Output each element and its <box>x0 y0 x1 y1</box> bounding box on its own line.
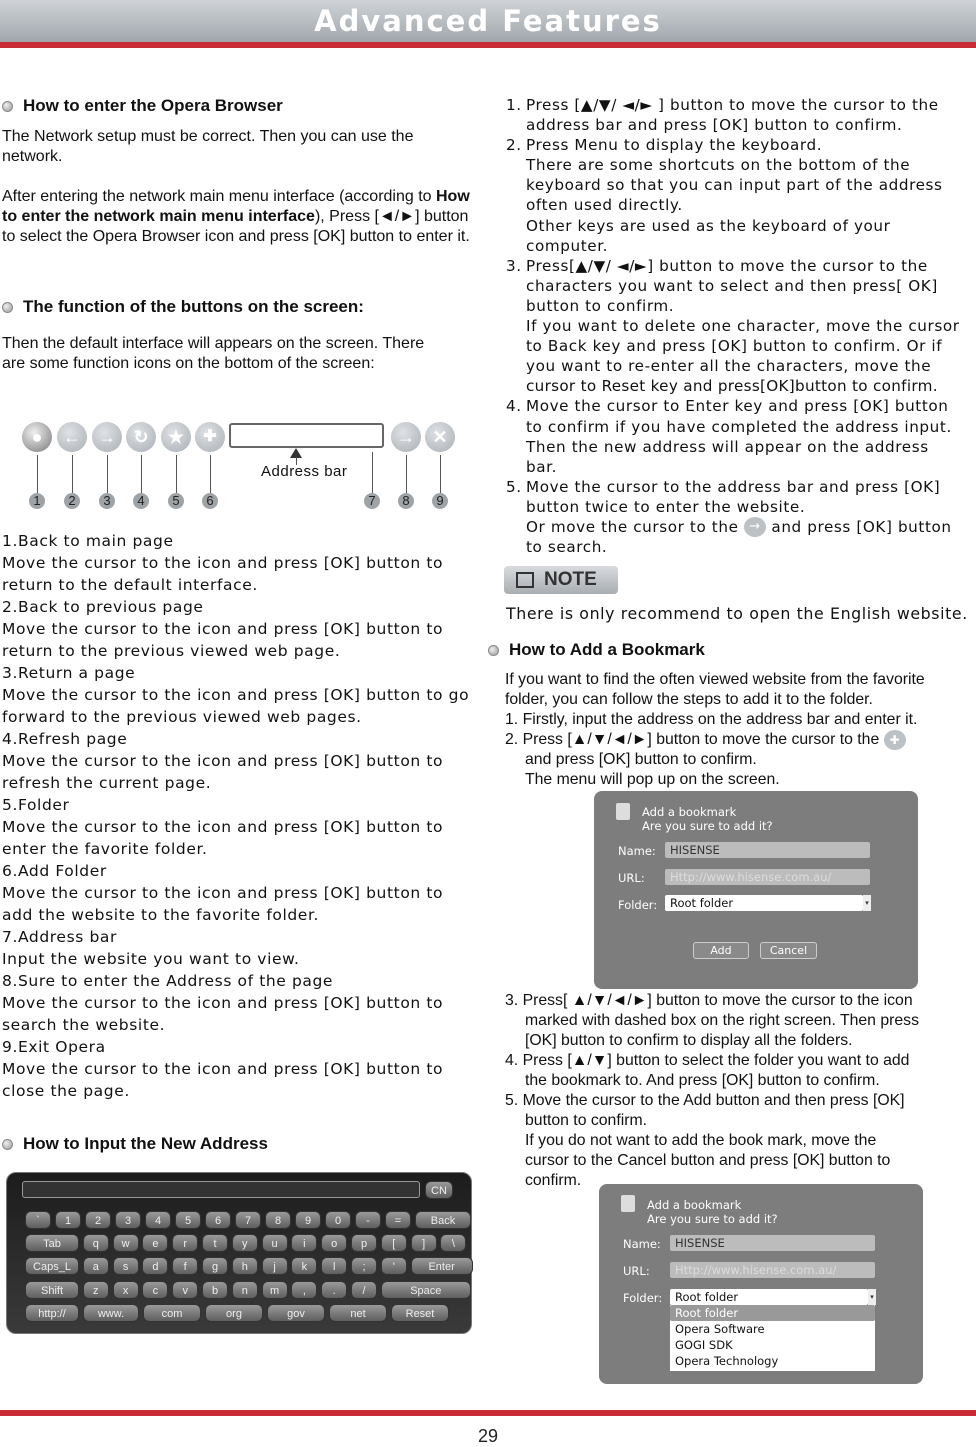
line: Other keys are used as the keyboard of your <box>526 216 891 235</box>
address-bar-label: Address bar <box>261 463 348 480</box>
step <box>506 135 976 256</box>
paragraph <box>2 187 472 247</box>
leader-line <box>141 455 142 493</box>
key[interactable]: m <box>262 1281 288 1299</box>
home-globe-icon: ● <box>22 422 52 452</box>
key[interactable]: \ <box>440 1234 466 1252</box>
key[interactable]: Shift <box>25 1281 79 1299</box>
leader-line <box>37 455 38 493</box>
line: Press Menu to display the keyboard. <box>526 136 823 155</box>
dialog-title: Add a bookmark <box>647 1198 742 1212</box>
key[interactable]: Caps_L <box>25 1257 79 1275</box>
folder-label: Folder: <box>623 1291 663 1305</box>
line: cursor to the Cancel button and press [OK] button to <box>525 1152 891 1169</box>
line: address bar and press [OK] button to confirm. <box>526 116 903 135</box>
list-item-title: 9.Exit Opera <box>2 1038 106 1056</box>
list-item-title: 4.Refresh page <box>2 730 128 748</box>
toolbar-diagram <box>0 415 476 515</box>
url-field[interactable]: Http://www.hisense.com.au/ <box>665 869 870 885</box>
leader-line <box>107 455 108 493</box>
line: cursor to Reset key and press[OK]button to confirm. <box>526 377 938 396</box>
step-text <box>526 95 939 135</box>
line: folder, you can follow the steps to add it to the folder. <box>505 691 873 708</box>
leader-line <box>176 455 177 493</box>
key[interactable]: ' <box>381 1257 407 1275</box>
key[interactable]: ; <box>351 1257 377 1275</box>
list-item-title: 1.Back to main page <box>2 532 174 550</box>
line: 3. Press[ ▲/▼/◄/►] button to move the cursor to the icon <box>505 992 913 1009</box>
name-field[interactable]: HISENSE <box>665 842 870 858</box>
list-item-title: 8.Sure to enter the Address of the page <box>2 972 334 990</box>
add-button[interactable]: Add <box>693 942 749 959</box>
line: you want to re-enter all the characters, move the <box>526 357 932 376</box>
key[interactable]: f <box>172 1257 198 1275</box>
heading-text: How to Add a Bookmark <box>509 640 705 659</box>
key[interactable]: 3 <box>115 1211 141 1229</box>
folder-select[interactable]: Root folder <box>665 895 863 911</box>
line: Then the new address will appear on the address <box>526 437 929 456</box>
line: If you do not want to add the book mark, move the <box>525 1132 877 1149</box>
key[interactable]: r <box>172 1234 198 1252</box>
key[interactable]: k <box>291 1257 317 1275</box>
line: 5. Move the cursor to the Add button and then press [OK] <box>505 1092 905 1109</box>
key[interactable]: s <box>113 1257 139 1275</box>
name-field[interactable]: HISENSE <box>670 1235 875 1251</box>
url-field[interactable]: Http://www.hisense.com.au/ <box>670 1262 875 1278</box>
key[interactable]: http:// <box>25 1304 79 1322</box>
key[interactable]: Back <box>415 1211 471 1229</box>
dropdown-arrow-icon[interactable]: ▾ <box>863 895 871 911</box>
line: Move the cursor to the address bar and press [OK] <box>526 477 941 496</box>
key[interactable]: / <box>351 1281 377 1299</box>
key[interactable]: p <box>351 1234 377 1252</box>
line: the bookmark to. And press [OK] button to confirm. <box>525 1072 880 1089</box>
note-text: There is only recommend to open the English website. <box>506 604 968 623</box>
callout-number: 2 <box>64 493 80 509</box>
key[interactable]: h <box>232 1257 258 1275</box>
bookmark-intro <box>505 670 976 790</box>
note-badge <box>504 566 618 594</box>
bullet-icon <box>2 101 13 112</box>
step <box>506 396 976 476</box>
line: characters you want to select and then press[ OK] <box>526 276 938 295</box>
dropdown-option-selected[interactable]: Root folder <box>670 1305 875 1321</box>
line: If you want to find the often viewed website from the favorite <box>505 671 925 688</box>
step-number: 5. <box>506 477 522 496</box>
key[interactable]: - <box>355 1211 381 1229</box>
key[interactable]: w <box>113 1234 139 1252</box>
key[interactable]: l <box>321 1257 347 1275</box>
step-text <box>526 256 960 397</box>
list-item-desc: Move the cursor to the icon and press [OK] button to return to the previous viewed web page. <box>2 620 444 660</box>
line: confirm. <box>525 1172 582 1189</box>
key[interactable]: e <box>142 1234 168 1252</box>
callout-number: 4 <box>133 493 149 509</box>
callout-number: 1 <box>29 493 45 509</box>
line: Press [▲/▼/ ◄/► ] button to move the cursor to the <box>526 96 939 114</box>
leader-line <box>72 455 73 493</box>
key[interactable]: 4 <box>145 1211 171 1229</box>
line: keyboard so that you can input part of the address <box>526 176 943 195</box>
line: There are some shortcuts on the bottom of the <box>526 156 911 175</box>
line: to Back key and press [OK] button to confirm. Or if <box>526 337 943 356</box>
line: button twice to enter the website. <box>526 497 806 516</box>
dialog-subtitle: Are you sure to add it? <box>647 1212 778 1226</box>
go-arrow-icon: → <box>391 422 421 452</box>
text: 2. Press [▲/▼/◄/►] button to move the cursor to the <box>505 731 880 749</box>
key[interactable]: net <box>329 1304 387 1322</box>
callout-number: 6 <box>202 493 218 509</box>
section-heading-new-address <box>2 1134 268 1154</box>
line: The menu will pop up on the screen. <box>525 771 780 789</box>
function-list <box>2 530 472 1102</box>
key[interactable]: 6 <box>205 1211 231 1229</box>
line: button to confirm. <box>526 296 675 315</box>
folder-star-icon: ★ <box>161 422 191 452</box>
heading-text: The function of the buttons on the screen: <box>23 297 364 316</box>
list-item-desc: Input the website you want to view. <box>2 950 300 968</box>
text: After entering the network main menu interface (according to <box>2 188 436 205</box>
leader-line <box>210 455 211 493</box>
folder-dropdown-list <box>670 1305 875 1371</box>
section-heading-buttons <box>2 297 364 317</box>
callout-number: 5 <box>168 493 184 509</box>
key[interactable]: Reset <box>391 1304 449 1322</box>
add-folder-icon: ✚ <box>884 730 906 750</box>
step <box>506 95 976 135</box>
step-number: 1. <box>506 96 522 114</box>
url-label: URL: <box>618 871 645 885</box>
step <box>506 256 976 397</box>
key[interactable]: www. <box>83 1304 139 1322</box>
key[interactable]: Tab <box>25 1234 79 1252</box>
line: bar. <box>526 457 558 476</box>
key[interactable]: d <box>142 1257 168 1275</box>
key[interactable]: , <box>291 1281 317 1299</box>
key[interactable]: q <box>83 1234 109 1252</box>
document-icon <box>621 1195 635 1212</box>
key[interactable]: a <box>83 1257 109 1275</box>
key[interactable]: 0 <box>325 1211 351 1229</box>
line: [OK] button to confirm to display all the folders. <box>525 1032 853 1049</box>
list-item-desc: Move the cursor to the icon and press [OK] button to add the website to the favorite folder. <box>2 884 444 924</box>
key[interactable]: . <box>321 1281 347 1299</box>
list-item-title: 7.Address bar <box>2 928 117 946</box>
page-header <box>0 0 976 48</box>
key[interactable]: 7 <box>235 1211 261 1229</box>
add-bookmark-dialog <box>594 791 918 989</box>
text: ), Press [◄/►] button to select the Opera Browser icon and press [OK] button to enter it. <box>2 208 470 245</box>
text: and press [OK] button <box>771 517 952 536</box>
bullet-icon <box>2 1139 13 1150</box>
key[interactable]: ` <box>25 1211 51 1229</box>
list-item-title: 3.Return a page <box>2 664 136 682</box>
address-bar-box <box>229 423 384 448</box>
step-text <box>526 396 952 476</box>
name-label: Name: <box>623 1237 661 1251</box>
key[interactable]: v <box>172 1281 198 1299</box>
note-label: NOTE <box>544 569 597 590</box>
list-item-title: 6.Add Folder <box>2 862 107 880</box>
key[interactable]: t <box>202 1234 228 1252</box>
list-item-desc: Move the cursor to the icon and press [OK] button to enter the favorite folder. <box>2 818 444 858</box>
step-number: 4. <box>506 397 522 416</box>
bullet-icon <box>2 302 13 313</box>
dropdown-option[interactable]: GOGI SDK <box>670 1337 875 1353</box>
step-number: 3. <box>506 256 522 275</box>
dialog-title: Add a bookmark <box>642 805 737 819</box>
line <box>505 730 976 750</box>
list-item-desc: Move the cursor to the icon and press [OK] button to refresh the current page. <box>2 752 444 792</box>
list-item-title: 5.Folder <box>2 796 70 814</box>
steps-list <box>506 95 976 558</box>
list-item-title: 2.Back to previous page <box>2 598 204 616</box>
name-label: Name: <box>618 844 656 858</box>
leader-line <box>440 455 441 493</box>
keyboard-input-field[interactable] <box>22 1181 420 1198</box>
heading-text: How to enter the Opera Browser <box>23 96 283 115</box>
section-heading-opera <box>2 96 283 116</box>
page-number: 29 <box>477 1426 499 1446</box>
text: Or move the cursor to the <box>526 517 739 536</box>
line: computer. <box>526 236 609 255</box>
add-folder-icon: ✚ <box>195 422 225 452</box>
list-item-desc: Move the cursor to the icon and press [OK] button to search the website. <box>2 994 444 1034</box>
callout-number: 9 <box>432 493 448 509</box>
line: 1. Firstly, input the address on the address bar and enter it. <box>505 711 918 728</box>
callout-number: 7 <box>364 493 380 509</box>
dialog-subtitle: Are you sure to add it? <box>642 819 773 833</box>
key[interactable]: x <box>113 1281 139 1299</box>
page-title: Advanced Features <box>314 4 662 38</box>
key[interactable]: c <box>142 1281 168 1299</box>
bold-text: How to enter the network main menu interface <box>2 188 470 225</box>
step-number: 2. <box>506 136 522 155</box>
key[interactable]: [ <box>381 1234 407 1252</box>
key[interactable]: org <box>205 1304 263 1322</box>
line: button to confirm. <box>525 1112 648 1129</box>
key[interactable]: i <box>291 1234 317 1252</box>
onscreen-keyboard <box>6 1172 472 1334</box>
key[interactable]: = <box>385 1211 411 1229</box>
dropdown-arrow-icon[interactable]: ▾ <box>868 1289 876 1305</box>
key[interactable]: 5 <box>175 1211 201 1229</box>
bookmark-steps <box>505 991 976 1191</box>
leader-line <box>372 452 373 493</box>
heading-text: How to Input the New Address <box>23 1134 268 1153</box>
section-heading-bookmark <box>488 640 705 660</box>
go-arrow-icon: → <box>744 517 766 537</box>
folder-select[interactable]: Root folder <box>670 1289 868 1305</box>
leader-line <box>406 455 407 493</box>
dropdown-option[interactable]: Opera Technology <box>670 1353 875 1369</box>
bullet-icon <box>488 645 499 656</box>
step-text <box>526 135 943 256</box>
key[interactable]: ] <box>411 1234 437 1252</box>
step-text <box>526 477 952 558</box>
document-icon <box>616 803 630 820</box>
header-rule <box>0 42 976 48</box>
callout-number: 3 <box>99 493 115 509</box>
line: If you want to delete one character, move the cursor <box>526 317 960 336</box>
list-item-desc: Move the cursor to the icon and press [OK] button to go forward to the previous viewed web pages. <box>2 686 470 726</box>
line: 4. Press [▲/▼] button to select the folder you want to add <box>505 1052 910 1069</box>
key[interactable]: 8 <box>265 1211 291 1229</box>
key[interactable]: 2 <box>85 1211 111 1229</box>
key[interactable]: Space <box>381 1281 471 1299</box>
key[interactable]: Enter <box>411 1257 473 1275</box>
footer-rule <box>0 1410 976 1416</box>
key[interactable]: n <box>232 1281 258 1299</box>
key-cn[interactable]: CN <box>425 1181 453 1199</box>
key[interactable]: z <box>83 1281 109 1299</box>
url-label: URL: <box>623 1264 650 1278</box>
key[interactable]: 9 <box>295 1211 321 1229</box>
checkbox-icon <box>516 572 534 588</box>
line: Press[▲/▼/ ◄/►] button to move the cursor to the <box>526 256 928 275</box>
key[interactable]: j <box>262 1257 288 1275</box>
key[interactable]: com <box>143 1304 201 1322</box>
line <box>526 517 952 538</box>
key[interactable]: gov <box>267 1304 325 1322</box>
refresh-icon: ↻ <box>126 422 156 452</box>
close-icon: ✕ <box>425 422 455 452</box>
list-item-desc: Move the cursor to the icon and press [OK] button to return to the default interface. <box>2 554 444 594</box>
folder-label: Folder: <box>618 898 658 912</box>
key[interactable]: 1 <box>55 1211 81 1229</box>
callout-number: 8 <box>398 493 414 509</box>
line: and press [OK] button to confirm. <box>525 751 757 769</box>
key[interactable]: b <box>202 1281 228 1299</box>
cancel-button[interactable]: Cancel <box>760 942 817 959</box>
line: often used directly. <box>526 196 683 215</box>
line: to search. <box>526 538 608 557</box>
dropdown-option[interactable]: Opera Software <box>670 1321 875 1337</box>
paragraph: Then the default interface will appears on the screen. There are some function icons on the bottom of the screen: <box>2 335 425 372</box>
line: to confirm if you have completed the address input. <box>526 417 952 436</box>
key[interactable]: o <box>321 1234 347 1252</box>
line: marked with dashed box on the right screen. Then press <box>525 1012 919 1029</box>
key[interactable]: u <box>262 1234 288 1252</box>
key[interactable]: g <box>202 1257 228 1275</box>
back-arrow-icon: ← <box>57 422 87 452</box>
step <box>506 477 976 558</box>
paragraph: The Network setup must be correct. Then you can use the network. <box>2 128 414 165</box>
key[interactable]: y <box>232 1234 258 1252</box>
list-item-desc: Move the cursor to the icon and press [OK] button to close the page. <box>2 1060 444 1100</box>
forward-arrow-icon: → <box>92 422 122 452</box>
add-bookmark-dialog-expanded <box>599 1184 923 1384</box>
line: Move the cursor to Enter key and press [OK] button <box>526 397 949 416</box>
